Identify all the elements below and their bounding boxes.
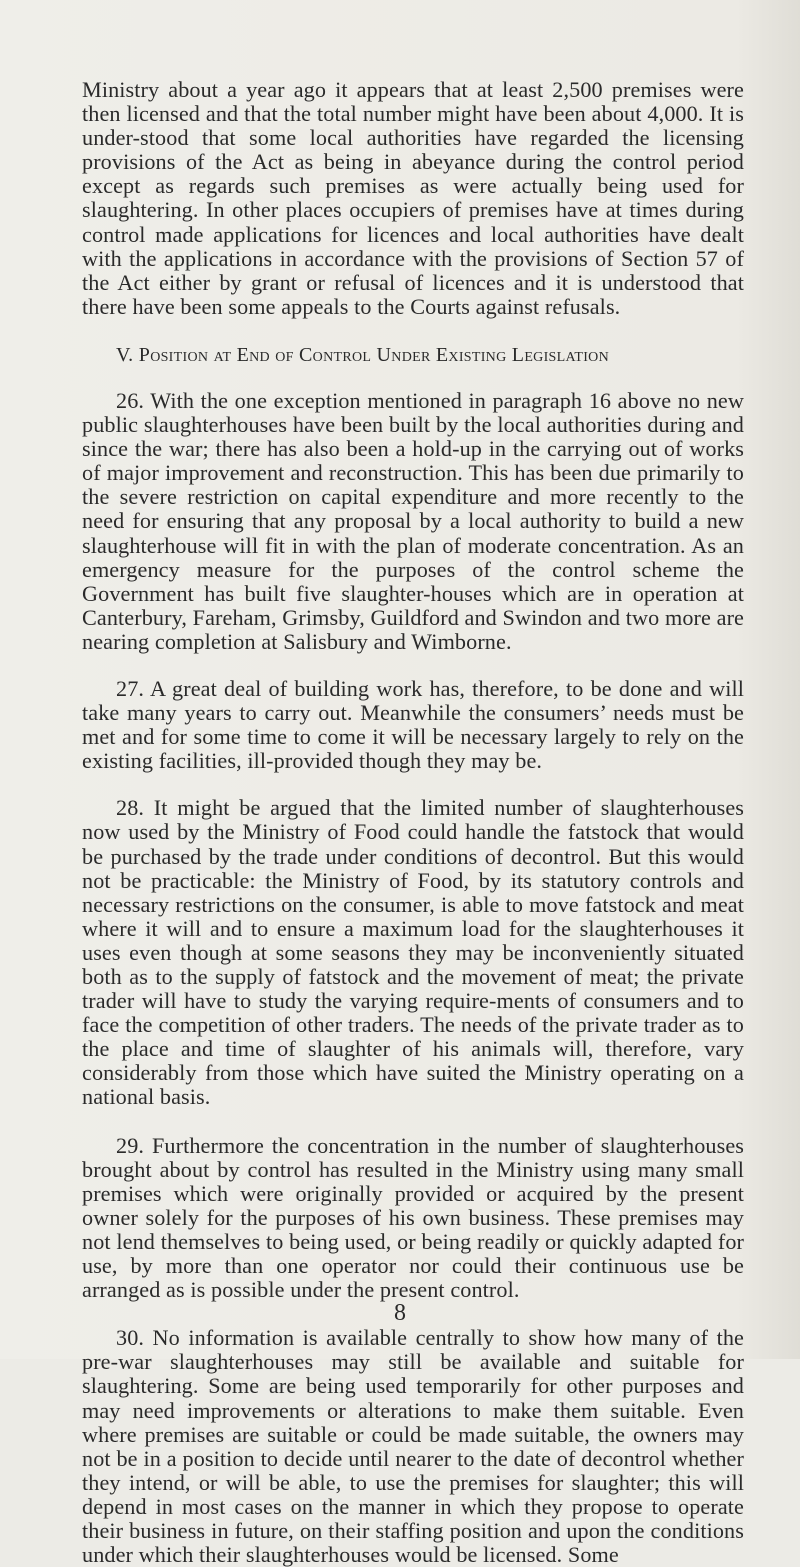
intro-paragraph: Ministry about a year ago it appears that at least 2,500 premises were then licensed and that the total number might have been about 4,000. It is under-stood that some local authorities have regarded the licensing provisions of the Act as being in abeyance during the control period except as regards such premises as were actually being used for slaughtering. In other places occupiers of premises have at times during control made applications for licences and local authorities have dealt with the applications in accordance with the provisions of Section 57 of the Act either by grant or refusal of licences and it is understood that there have been some appeals to the Courts against refusals.	[82, 77, 744, 319]
section-heading: V. Position at End of Control Under Existing Legislation	[116, 343, 609, 366]
paragraph-28: 28. It might be argued that the limited number of slaughterhouses now used by the Ministry of Food could handle the fatstock that would be purchased by the trade under conditions of decontrol. But this would not be practicable: the Ministry of Food, by its statutory controls and necessary restrictions on the consumer, is able to move fatstock and meat where it will and to ensure a maximum load for the slaughterhouses it uses even though at some seasons they may be inconveniently situated both as to the supply of fatstock and the movement of meat; the private trader will have to study the varying require-ments of consumers and to face the competition of other traders. The needs of the private trader as to the place and time of slaughter of his animals will, therefore, vary considerably from those which have suited the Ministry operating on a national basis.	[82, 795, 744, 1110]
document-body	[82, 78, 744, 1567]
page-number: 8	[394, 1300, 406, 1326]
paragraph-30: 30. No information is available centrally to show how many of the pre-war slaughterhouses may still be available and suitable for slaughtering. Some are being used temporarily for other purposes and may need improvements or alterations to make them suitable. Even where premises are suitable or could be made suitable, the owners may not be in a position to decide until nearer to the date of decontrol whether they intend, or will be able, to use the premises for slaughter; this will depend in most cases on the manner in which they propose to operate their business in future, on their staffing position and upon the conditions under which their slaughterhouses would be licensed. Some	[82, 1325, 744, 1567]
paragraph-26: 26. With the one exception mentioned in paragraph 16 above no new public slaughterhouses have been built by the local authorities during and since the war; there has also been a hold-up in the carrying out of works of major improvement and reconstruction. This has been due primarily to the severe restriction on capital expenditure and more recently to the need for ensuring that any proposal by a local authority to build a new slaughterhouse will fit in with the plan of moderate concentration. As an emergency measure for the purposes of the control scheme the Government has built five slaughter-houses which are in operation at Canterbury, Fareham, Grimsby, Guildford and Swindon and two more are nearing completion at Salisbury and Wimborne.	[82, 387, 745, 654]
paragraph-27: 27. A great deal of building work has, therefore, to be done and will take many years to carry out. Meanwhile the consumers’ needs must be met and for some time to come it will be necessary largely to rely on the existing facilities, ill-provided though they may be.	[82, 675, 744, 774]
paragraph-29: 29. Furthermore the concentration in the number of slaughterhouses brought about by control has resulted in the Ministry using many small premises which were originally provided or acquired by the present owner solely for the purposes of his own business. These premises may not lend themselves to being used, or being readily or quickly adapted for use, by more than one operator nor could their continuous use be arranged as is possible under the present control.	[82, 1132, 744, 1303]
